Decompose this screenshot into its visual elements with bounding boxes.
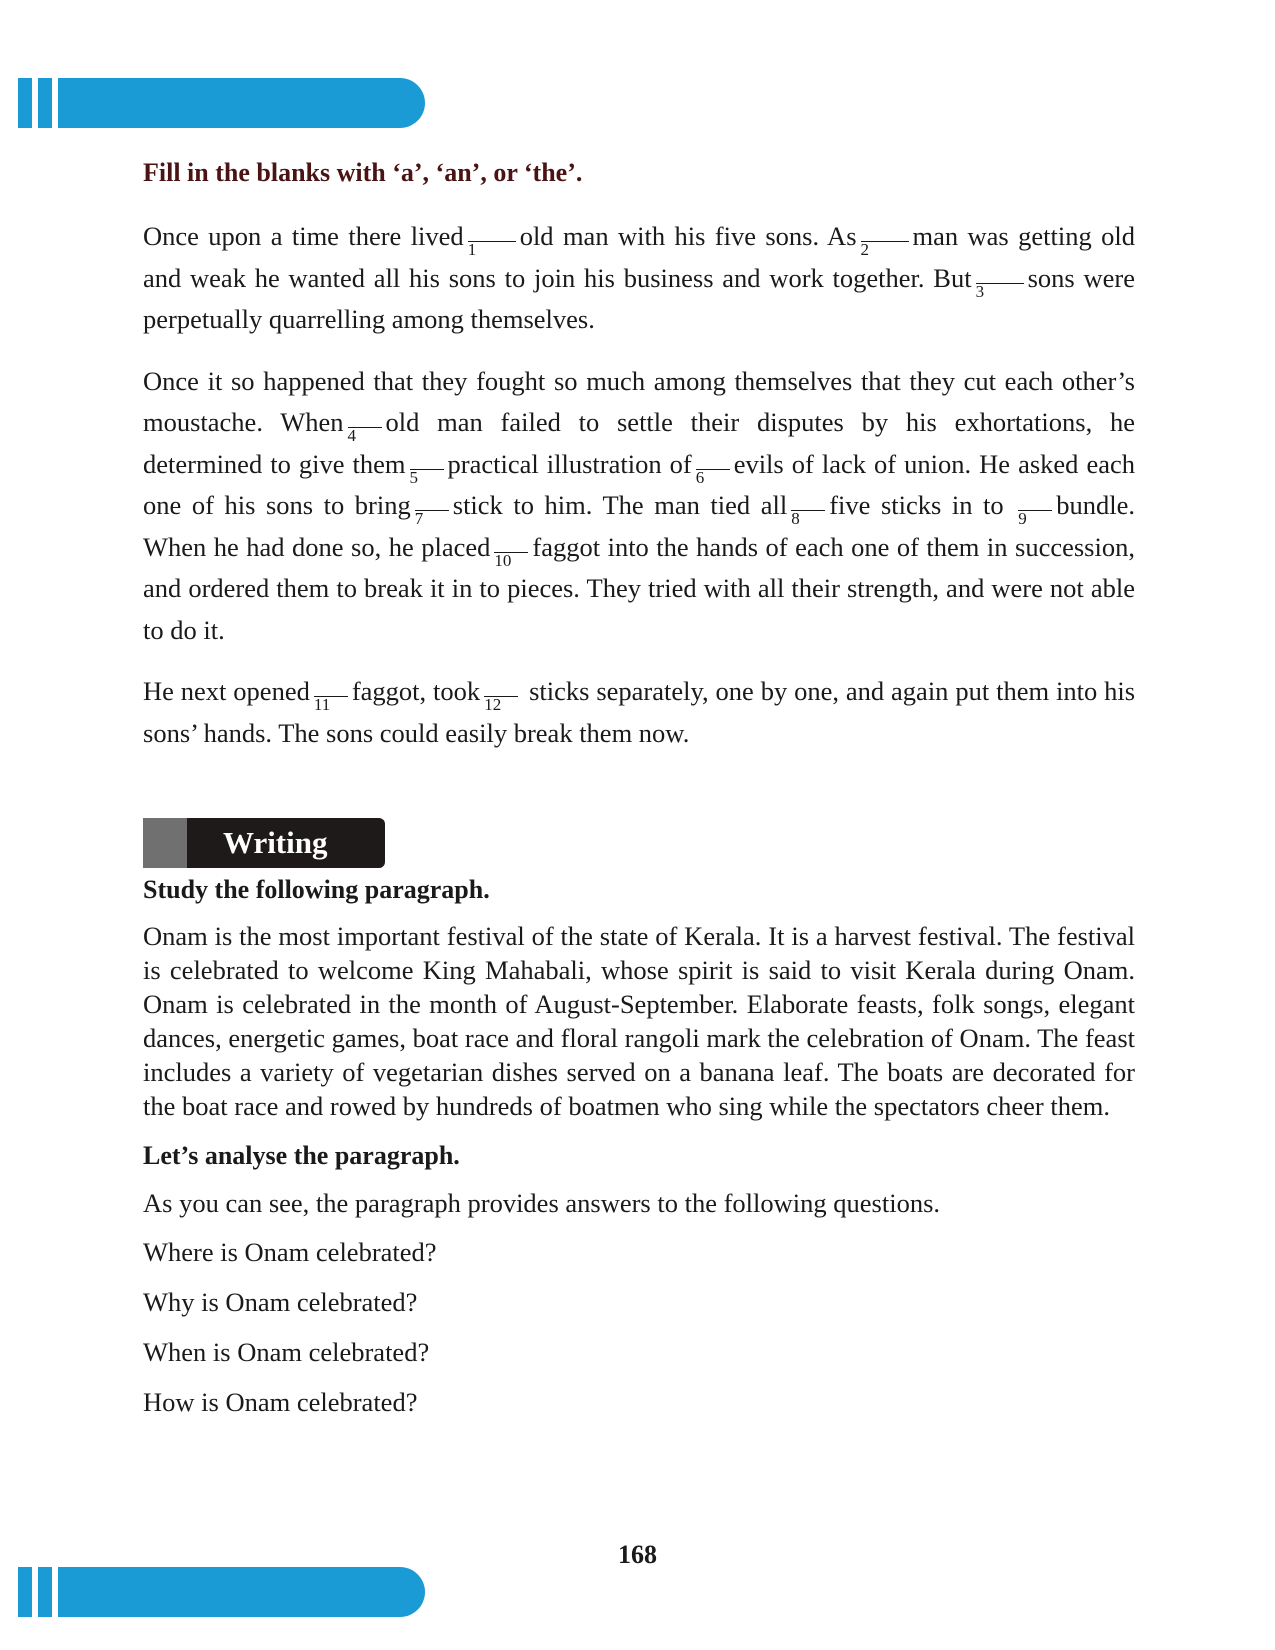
blank-11[interactable]: 11 (314, 672, 348, 697)
band-stripe (18, 78, 32, 128)
blank-12[interactable]: 12 (484, 672, 518, 697)
question-where: Where is Onam celebrated? (143, 1237, 437, 1267)
band-bar (58, 78, 425, 128)
exercise-section (143, 158, 1135, 754)
writing-section (143, 875, 1135, 1419)
exercise-paragraph-1: Once upon a time there lived 1 old man with his five sons. As 2 man was getting old and weak he wanted all his sons to join his business and work together. But 3 sons were perpetually quarrelling among themselves. (143, 216, 1135, 341)
study-heading: Study the following paragraph. (143, 875, 490, 904)
band-bar (58, 1567, 425, 1617)
blank-10[interactable]: 10 (494, 528, 528, 553)
banner-accent (143, 818, 187, 868)
band-stripe (38, 78, 52, 128)
exercise-instruction: Fill in the blanks with ‘a’, ‘an’, or ‘the’. (143, 158, 583, 187)
blank-5[interactable]: 5 (410, 445, 444, 470)
blank-3[interactable]: 3 (976, 259, 1024, 284)
analyse-heading: Let’s analyse the paragraph. (143, 1141, 460, 1170)
exercise-paragraph-2: Once it so happened that they fought so much among themselves that they cut each other’s moustache. When 4 old man failed to settle their disputes by his exhortations, he determined to give them 5 practical illustration of 6 evils of lack of union. He asked each one of his sons to bring 7 stick to him. The man tied all 8 five sticks in to 9 bundle. When he had done so, he placed 10 faggot into the hands of each one of them in succession, and ordered them to break it in to pieces. They tried with all their strength, and were not able to do it. (143, 365, 1135, 645)
question-how: How is Onam celebrated? (143, 1387, 418, 1417)
band-stripe (38, 1567, 52, 1617)
blank-1[interactable]: 1 (468, 217, 516, 242)
page-number: 168 (618, 1540, 657, 1569)
onam-paragraph: Onam is the most important festival of the state of Kerala. It is a harvest festival. The festival is celebrated to welcome King Mahabali, whose spirit is said to visit Kerala during Onam. Onam is celebrated in the month of August-September. Elaborate feasts, folk songs, elegant dances, energetic games, boat race and floral rangoli mark the celebration of Onam. The feast includes a variety of vegetarian dishes served on a banana leaf. The boats are decorated for the boat race and rowed by hundreds of boatmen who sing while the spectators cheer them. (143, 921, 1135, 1121)
writing-banner (143, 818, 385, 868)
blank-2[interactable]: 2 (861, 217, 909, 242)
writing-banner-label: Writing (223, 825, 328, 860)
question-why: Why is Onam celebrated? (143, 1287, 418, 1317)
blank-4[interactable]: 4 (348, 403, 382, 428)
blank-7[interactable]: 7 (415, 486, 449, 511)
blank-9[interactable]: 9 (1018, 486, 1052, 511)
band-stripe (18, 1567, 32, 1617)
exercise-paragraph-3: He next opened 11 faggot, took 12 sticks separately, one by one, and again put them into his sons’ hands. The sons could easily break them now. (143, 671, 1135, 754)
question-when: When is Onam celebrated? (143, 1337, 430, 1367)
analyse-intro: As you can see, the paragraph provides answers to the following questions. (143, 1188, 941, 1218)
blank-8[interactable]: 8 (791, 486, 825, 511)
blank-6[interactable]: 6 (696, 445, 730, 470)
